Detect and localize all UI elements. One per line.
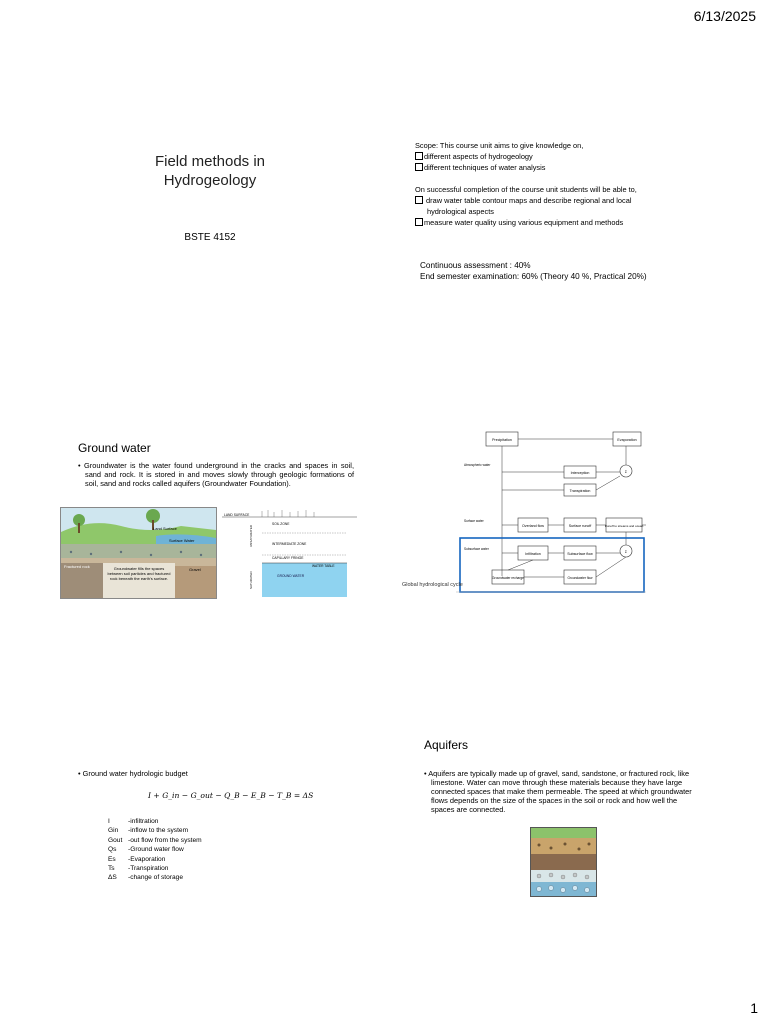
cycle-surface-runoff: Surface runoff	[568, 524, 592, 528]
budget-equation: I + G_in − G_out − Q_B − E_B − T_B = ΔS	[148, 791, 314, 800]
outcome-item-continued: hydrological aspects	[427, 207, 494, 216]
scope-text: Scope: This course unit aims to give knowledge on,	[415, 141, 584, 150]
assessment-block	[420, 260, 647, 282]
aquifers-bullet: • Aquifers are typically made up of gravel, sand, sandstone, or fractured rock, like limestone. Water can move through these materials because they have large connected spaces that make them permeable. The speed at which groundwater flows depends on the size of the spaces in the soil or rock and how well the spaces are connected.	[424, 769, 692, 814]
groundwater-text	[78, 461, 354, 488]
groundwater-illustration	[60, 507, 217, 599]
legend-symbol: I	[108, 818, 110, 825]
legend-symbol: ΔS	[108, 874, 117, 882]
slide1-title-line1: Field methods in	[154, 153, 266, 170]
cycle-precipitation: Precipitation	[492, 438, 512, 442]
cycle-transpiration: Transpiration	[569, 489, 591, 493]
budget-legend	[108, 817, 202, 883]
checkbox-icon	[415, 196, 423, 204]
cycle-sum-bottom: Σ	[624, 550, 628, 554]
label-gravel: Gravel	[189, 567, 201, 572]
scope-item	[415, 162, 745, 173]
hydrological-cycle-diagram	[456, 426, 646, 596]
soil-layers-figure	[61, 508, 216, 598]
checkbox-icon	[415, 218, 423, 226]
outcome-intro: On successful completion of the course unit students will be able to,	[415, 185, 637, 194]
label-fractured-rock: Fractured rock	[64, 564, 90, 569]
print-date: 6/13/2025	[693, 8, 756, 24]
legend-row	[108, 864, 202, 873]
cycle-interception: Interception	[570, 471, 590, 475]
course-code: BSTE 4152	[184, 232, 236, 243]
assessment-exam: End semester examination: 60% (Theory 40 %, Practical 20%)	[420, 272, 647, 281]
legend-desc: -Ground water flow	[128, 846, 184, 854]
zone-unsaturated: UNSATURATED	[249, 524, 253, 547]
legend-symbol: Gout	[108, 836, 123, 844]
outcome-item-text: draw water table contour maps and describe regional and local	[424, 196, 632, 205]
page-number: 1	[750, 1000, 758, 1016]
groundwater-bullet: • Groundwater is the water found underground in the cracks and spaces in soil, sand and rock. It is stored in and moves slowly through geologic formations of soil, sand and rocks called aquifers (Groundwater Foundation).	[78, 461, 354, 488]
checkbox-icon	[415, 152, 423, 160]
cycle-atmospheric: Atmospheric water	[464, 463, 491, 467]
scope-item-text: different aspects of hydrogeology	[424, 152, 533, 161]
slide1-title	[100, 152, 320, 190]
zone-ground-water: GROUND WATER	[277, 574, 305, 578]
legend-desc: -Transpiration	[128, 865, 169, 873]
subsurface-zones-figure	[222, 507, 357, 597]
legend-symbol: Ts	[108, 865, 115, 873]
legend-symbol: Es	[108, 855, 116, 863]
slide2-scope	[415, 140, 745, 228]
zone-capillary: CAPILLARY FRINGE	[272, 556, 304, 560]
legend-desc: -out flow from the system	[128, 836, 202, 844]
outcome-item	[415, 217, 745, 228]
legend-row	[108, 873, 202, 882]
cycle-subsurface-water: Subsurface water	[464, 547, 489, 551]
legend-row	[108, 845, 202, 854]
cycle-surface-water: Surface water	[464, 519, 484, 523]
slide1-title-line2: Hydrogeology	[163, 172, 257, 189]
aquifers-text	[424, 769, 694, 814]
legend-desc: -infiltration	[128, 818, 159, 825]
label-land-surface: Land Surface	[153, 526, 177, 531]
cycle-caption: Global hydrological cycle	[402, 582, 463, 588]
groundwater-title: Ground water	[78, 441, 151, 455]
legend-desc: -Evaporation	[128, 855, 166, 863]
cycle-sum-top: Σ	[624, 470, 628, 474]
outcome-item	[415, 195, 745, 206]
aquifers-title: Aquifers	[424, 738, 469, 752]
budget-title: • Ground water hydrologic budget	[78, 769, 188, 778]
zone-land-surface: LAND SURFACE	[224, 513, 250, 517]
legend-desc: -inflow to the system	[128, 827, 189, 835]
zone-soil: SOIL ZONE	[272, 522, 290, 526]
legend-row	[108, 817, 202, 826]
legend-row	[108, 855, 202, 864]
cycle-gw-flow: Groundwater flow	[567, 576, 593, 580]
legend-row	[108, 836, 202, 845]
checkbox-icon	[415, 163, 423, 171]
cycle-runoff: Runoff to streams and ocean	[604, 524, 644, 528]
cycle-infiltration: Infiltration	[525, 552, 541, 556]
zone-saturated: SATURATED	[249, 571, 253, 589]
legend-symbol: Qs	[108, 846, 117, 854]
scope-item	[415, 151, 745, 162]
cycle-overland-flow: Overland flow	[522, 524, 544, 528]
zone-water-table: WATER TABLE	[312, 564, 335, 568]
cycle-subsurface-flow: Subsurface flow	[567, 552, 593, 556]
label-surface-water: Surface Water	[169, 538, 195, 543]
legend-symbol: Gin	[108, 827, 119, 835]
zone-intermediate: INTERMEDIATE ZONE	[272, 542, 307, 546]
legend-desc: -change of storage	[128, 874, 183, 882]
legend-row	[108, 826, 202, 835]
cycle-gw-recharge: Groundwater recharge	[492, 576, 524, 580]
assessment-ca: Continuous assessment : 40%	[420, 261, 531, 270]
figure-caption: Groundwater fills the spaces between soil particles and fractured rock beneath the earth's surface.	[107, 566, 171, 581]
scope-item-text: different techniques of water analysis	[424, 163, 546, 172]
cycle-evaporation: Evaporation	[617, 438, 637, 442]
outcome-item-text: measure water quality using various equipment and methods	[424, 218, 624, 227]
aquifer-layers-illustration	[530, 827, 597, 897]
